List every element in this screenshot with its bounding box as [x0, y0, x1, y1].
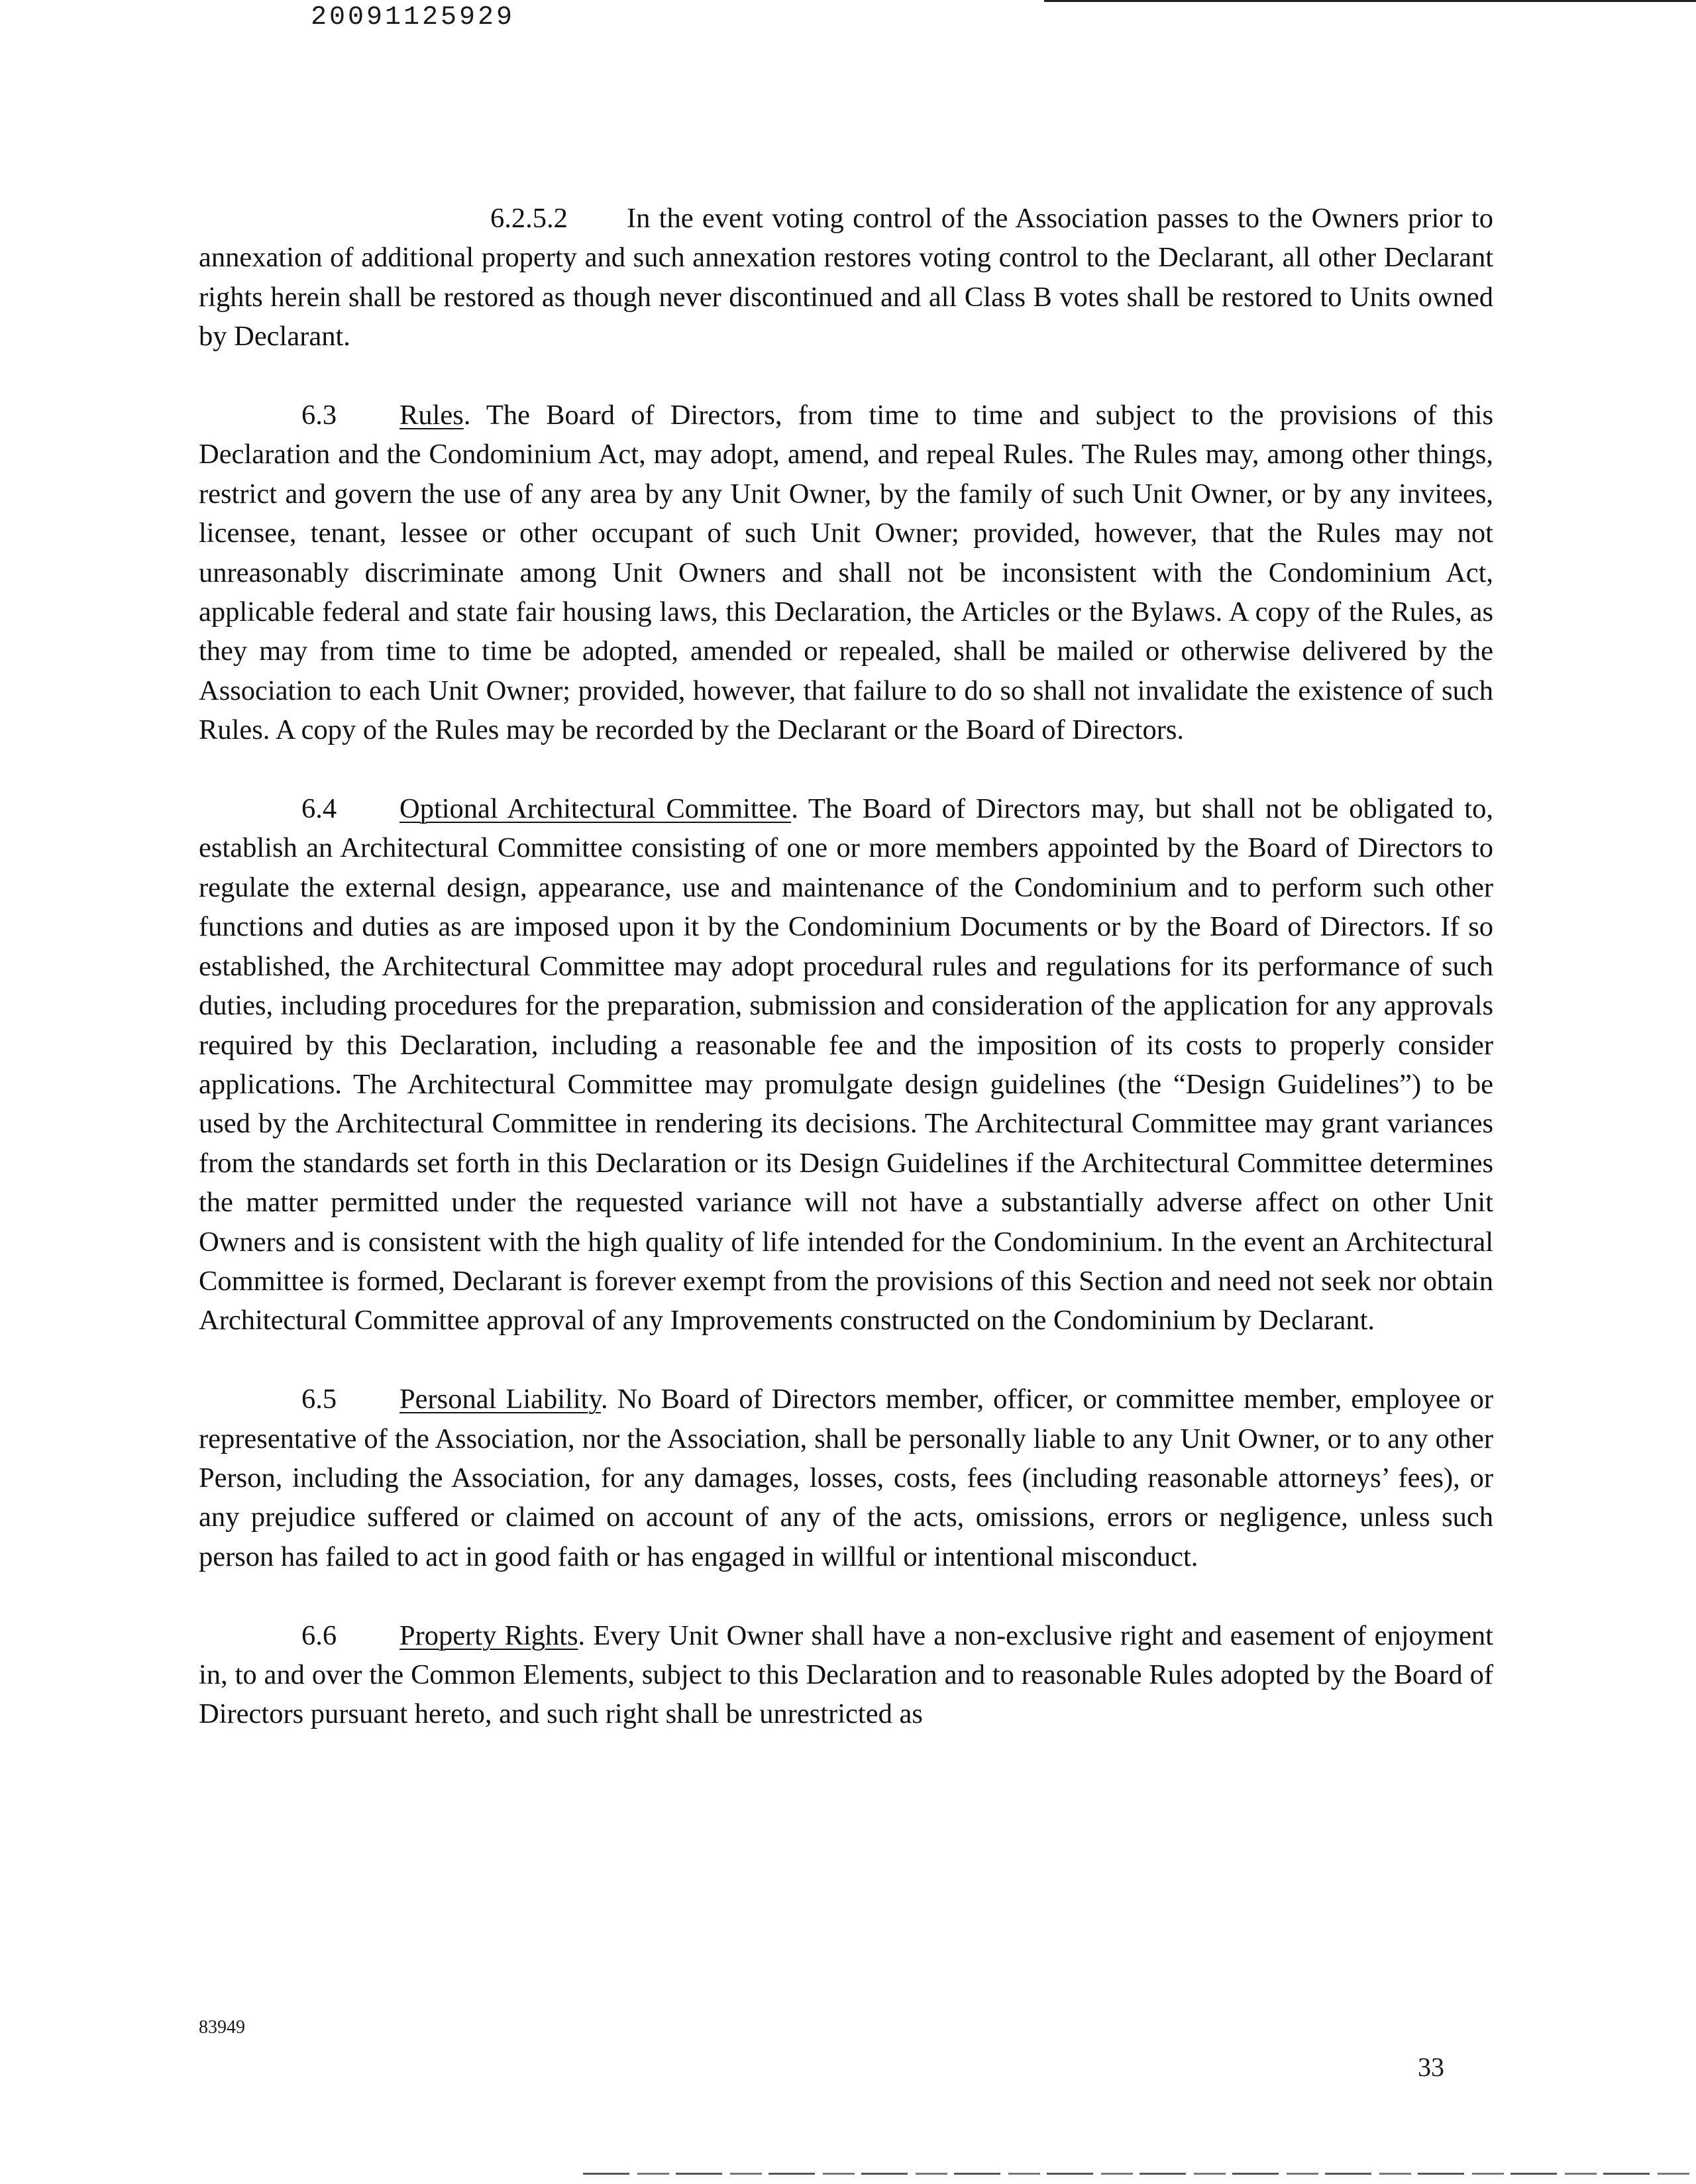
- paragraph-6-3: [199, 396, 1493, 750]
- section-number: 6.6: [301, 1619, 337, 1651]
- page-number: 33: [1418, 2052, 1444, 2082]
- paragraph-6-5: [199, 1380, 1493, 1576]
- paragraph-text: . Every Unit Owner shall have a non-exclusive right and easement of enjoyment in, to and over the Common Elements, subject to this Declaration and to reasonable Rules adopted by the Board of Directors pursuant hereto, and such right shall be unrestricted as: [199, 1619, 1493, 1730]
- section-heading: Rules: [399, 400, 464, 431]
- section-heading: Personal Liability: [399, 1384, 601, 1415]
- paragraph-6-2-5-2: [199, 199, 1493, 356]
- bottom-rule: [583, 2173, 1696, 2175]
- paragraph-text: In the event voting control of the Association passes to the Owners prior to annexation of additional property and such annexation restores voting control to the Declarant, all other Declarant rights herein shall be restored as though never discontinued and all Class B votes shall be restored to Units owned by Declarant.: [199, 203, 1493, 353]
- document-body: [199, 199, 1493, 1773]
- section-number: 6.2.5.2: [490, 203, 568, 234]
- paragraph-text: . The Board of Directors, from time to time and subject to the provisions of this Declaration and the Condominium Act, may adopt, amend, and repeal Rules. The Rules may, among other things, restrict and govern the use of any area by any Unit Owner, by the family of such Unit Owner, or by any invitees, licensee, tenant, lessee or other occupant of such Unit Owner; provided, however, that the Rules may not unreasonably discriminate among Unit Owners and shall not be inconsistent with the Condominium Act, applicable federal and state fair housing laws, this Declaration, the Articles or the Bylaws. A copy of the Rules, as they may from time to time be adopted, amended or repealed, shall be mailed or otherwise delivered by the Association to each Unit Owner; provided, however, that failure to do so shall not invalidate the existence of such Rules. A copy of the Rules may be recorded by the Declarant or the Board of Directors.: [199, 400, 1493, 746]
- section-number: 6.3: [301, 400, 337, 431]
- paragraph-6-6: [199, 1616, 1493, 1734]
- header-rule: [1044, 0, 1696, 2]
- section-heading: Property Rights: [399, 1619, 578, 1651]
- paragraph-text: . No Board of Directors member, officer, or committee member, employee or representative of the Association, nor the Association, shall be personally liable to any Unit Owner, or to any other Person, including the Association, for any damages, losses, costs, fees (including reasonable attorneys’ fees), or any prejudice suffered or claimed on account of any of the acts, omissions, errors or negligence, unless such person has failed to act in good faith or has engaged in willful or intentional misconduct.: [199, 1384, 1494, 1572]
- section-heading: Optional Architectural Committee: [399, 793, 792, 825]
- paragraph-text: . The Board of Directors may, but shall not be obligated to, establish an Architectural Committee consisting of one or more members appointed by the Board of Directors to regulate the external design, appearance, use and maintenance of the Condominium and to perform such other functions and duties as are imposed upon it by the Condominium Documents or by the Board of Directors. If so established, the Architectural Committee may adopt procedural rules and regulations for its performance of such duties, including procedures for the preparation, submission and consideration of the application for any approvals required by this Declaration, including a reasonable fee and the imposition of its costs to properly consider applications. The Architectural Committee may promulgate design guidelines (the “Design Guidelines”) to be used by the Architectural Committee in rendering its decisions. The Architectural Committee may grant variances from the standards set forth in this Declaration or its Design Guidelines if the Architectural Committee determines the matter permitted under the requested variance will not have a substantially adverse affect on other Unit Owners and is consistent with the high quality of life intended for the Condominium. In the event an Architectural Committee is formed, Declarant is forever exempt from the provisions of this Section and need not seek nor obtain Architectural Committee approval of any Improvements constructed on the Condominium by Declarant.: [199, 793, 1493, 1337]
- document-number: 20091125929: [310, 3, 515, 32]
- section-number: 6.5: [301, 1384, 337, 1415]
- section-number: 6.4: [301, 793, 337, 825]
- footer-document-id: 83949: [199, 2017, 245, 2038]
- paragraph-6-4: [199, 789, 1493, 1340]
